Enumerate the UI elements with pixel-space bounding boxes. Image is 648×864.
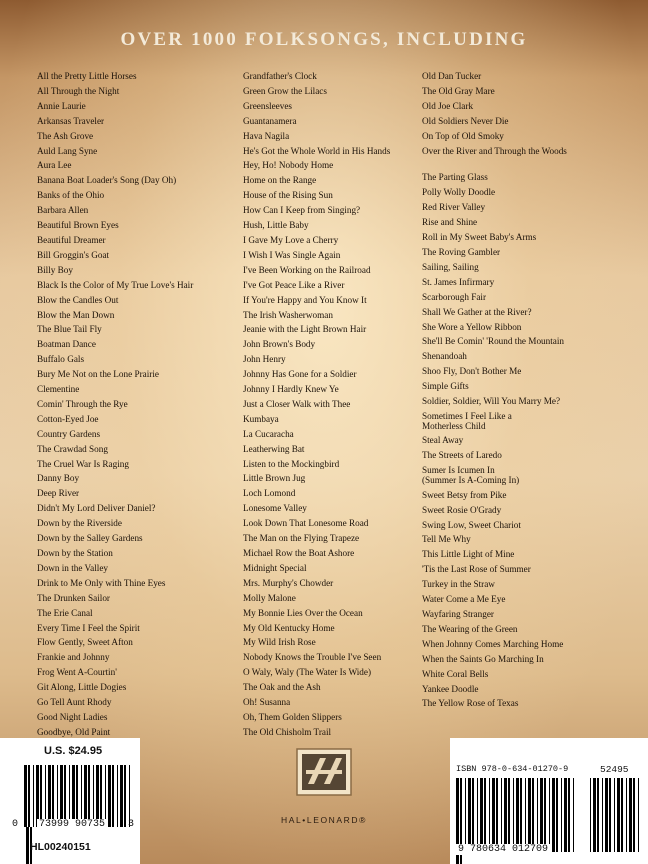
song-title: Little Brown Jug [243,473,306,484]
song-title: Blow the Man Down [37,309,115,320]
price-text: U.S. $24.95 [44,745,103,757]
song-title: Comin' Through the Rye [37,398,128,409]
song-title: I Wish I Was Single Again [243,249,341,260]
song-title: Listen to the Mockingbird [243,458,340,469]
ean-barcode [456,778,576,852]
song-title: Billy Boy [37,264,73,275]
song-title: Sweet Rosie O'Grady [422,504,502,515]
song-title: Didn't My Lord Deliver Daniel? [37,503,156,514]
song-title: The Old Gray Mare [422,85,495,96]
song-title: Steal Away [422,435,464,446]
song-title: Sumer Is Icumen In (Summer Is A-Coming In) [422,465,520,485]
hal-leonard-logo-icon [296,748,352,796]
song-title: The Cruel War Is Raging [37,458,129,469]
song-column-2 [243,69,390,740]
song-title: Frankie and Johnny [37,652,110,663]
song-title: Down in the Valley [37,562,109,573]
song-title: My Old Kentucky Home [243,622,335,633]
song-title: John Henry [243,354,286,365]
song-title: Auld Lang Syne [37,145,98,156]
song-column-3 [422,69,567,711]
song-title: Black Is the Color of My True Love's Hair [37,279,194,290]
song-title: On Top of Old Smoky [422,130,504,141]
song-title: The Ash Grove [37,130,94,141]
song-title: Git Along, Little Dogies [37,682,127,693]
song-title: Sometimes I Feel Like a Motherless Child [422,410,512,431]
upc-middle-digits: 73999 90735 [39,819,106,830]
ean-digits: 9 780634 012709 [458,844,549,855]
song-title: Bill Groggin's Goat [37,249,110,260]
song-title: Hey, Ho! Nobody Home [243,160,334,171]
song-title: Barbara Allen [37,205,89,216]
song-title: Mrs. Murphy's Chowder [243,577,334,588]
song-title: John Brown's Body [243,339,316,350]
song-title: Over the River and Through the Woods [422,145,567,156]
song-title: Buffalo Gals [37,354,85,365]
song-title: Home on the Range [243,175,317,186]
song-title: Scarborough Fair [422,291,487,302]
song-title: Lonesome Valley [243,503,307,514]
song-title: O Waly, Waly (The Water Is Wide) [243,667,372,678]
song-title: The Yellow Rose of Texas [422,698,519,709]
song-title: Guantanamera [243,115,297,126]
song-title: All Through the Night [37,85,120,96]
song-title: Beautiful Dreamer [37,234,106,245]
song-title: My Wild Irish Rose [243,637,316,648]
song-title: Simple Gifts [422,381,469,392]
song-title: I Gave My Love a Cherry [243,234,339,245]
song-title: He's Got the Whole World in His Hands [243,145,391,156]
song-title: Goodbye, Old Paint [37,726,111,737]
addon-barcode [590,778,640,852]
song-title: Blow the Candles Out [37,294,119,305]
song-title: La Cucaracha [243,428,294,439]
song-title: Yankee Doodle [422,683,479,694]
song-title: Nobody Knows the Trouble I've Seen [243,652,382,663]
song-title: Swing Low, Sweet Chariot [422,519,521,530]
song-title: Good Night Ladies [37,711,108,722]
song-title: Look Down That Lonesome Road [243,518,369,529]
song-title: Tell Me Why [422,534,471,545]
item-code: HL00240151 [30,841,91,853]
song-title: All the Pretty Little Horses [37,71,137,81]
song-title: White Coral Bells [422,668,489,679]
song-title: Banks of the Ohio [37,190,105,201]
song-title: Aura Lee [37,160,72,171]
song-title: The Old Chisholm Trail [243,726,332,737]
song-title: Old Soldiers Never Die [422,115,509,126]
song-title: Frog Went A-Courtin' [37,667,117,678]
song-title: Turkey in the Straw [422,579,495,590]
song-title: Hava Nagila [243,130,290,141]
song-title: Drink to Me Only with Thine Eyes [37,577,166,588]
song-title: Deep River [37,488,80,499]
song-title: Danny Boy [37,473,80,484]
song-title: The Roving Gambler [422,246,501,257]
song-title: The Man on the Flying Trapeze [243,533,360,544]
song-title: Shall We Gather at the River? [422,306,532,317]
song-title: 'Tis the Last Rose of Summer [422,564,531,575]
song-title: Rise and Shine [422,217,478,228]
publisher-name: HAL•LEONARD® [280,815,368,825]
song-title: Down by the Salley Gardens [37,533,143,544]
song-title: Every Time I Feel the Spirit [37,622,140,633]
song-title: The Streets of Laredo [422,450,502,461]
song-title: Oh! Susanna [243,697,291,708]
song-title: Beautiful Brown Eyes [37,220,119,231]
song-title: I've Been Working on the Railroad [243,264,371,275]
price-label [0,738,140,864]
song-title: Old Joe Clark [422,100,474,111]
song-title: The Blue Tail Fly [37,324,102,335]
song-title: How Can I Keep from Singing? [243,205,361,216]
song-title: Kumbaya [243,413,279,424]
song-title: Red River Valley [422,202,486,213]
song-title: Down by the Station [37,548,113,558]
song-title: The Crawdad Song [37,443,108,454]
song-title: Jeanie with the Light Brown Hair [243,324,367,335]
song-title: The Oak and the Ash [243,682,321,693]
song-title: If You're Happy and You Know It [243,294,367,305]
cover-heading: OVER 1000 FOLKSONGS, INCLUDING [120,29,528,50]
song-title: When Johnny Comes Marching Home [422,638,564,649]
upc-barcode [24,765,130,827]
song-title: Country Gardens [37,428,101,439]
song-title: Sailing, Sailing [422,261,479,272]
song-title: The Irish Washerwoman [243,309,333,320]
song-title: Bury Me Not on the Lone Prairie [37,369,159,380]
song-title: Soldier, Soldier, Will You Marry Me? [422,396,561,407]
song-title: Clementine [37,384,80,395]
song-title: Wayfaring Stranger [422,608,494,619]
song-title: Molly Malone [243,592,296,603]
song-title: Cotton-Eyed Joe [37,413,99,424]
song-title: St. James Infirmary [422,276,495,287]
song-title: Green Grow the Lilacs [243,85,327,96]
song-title: Michael Row the Boat Ashore [243,548,355,558]
isbn-text: ISBN 978-0-634-01270-9 [456,764,569,774]
song-title: The Drunken Sailor [37,592,110,603]
song-title: Roll in My Sweet Baby's Arms [422,232,537,243]
song-title: Midnight Special [243,562,307,573]
song-title: Leatherwing Bat [243,443,305,454]
song-title: The Parting Glass [422,172,488,183]
song-title: Oh, Them Golden Slippers [243,711,342,722]
song-title: Greensleeves [243,100,292,111]
song-column-1 [37,69,193,740]
song-title: Go Tell Aunt Rhody [37,697,112,708]
song-title: Shoo Fly, Don't Bother Me [422,366,522,377]
addon-digits: 52495 [600,764,629,775]
song-title: My Bonnie Lies Over the Ocean [243,607,363,618]
song-title: Down by the Riverside [37,518,122,529]
song-title: Boatman Dance [37,339,96,350]
song-title: Old Dan Tucker [422,71,482,81]
song-title: This Little Light of Mine [422,549,515,560]
isbn-label [450,738,648,864]
song-title: Annie Laurie [37,100,86,111]
song-title: She'll Be Comin' 'Round the Mountain [422,336,565,347]
song-title: I've Got Peace Like a River [243,279,345,290]
song-title: Just a Closer Walk with Thee [243,398,351,409]
song-title: Loch Lomond [243,488,296,499]
song-title: She Wore a Yellow Ribbon [422,321,522,332]
song-title: The Wearing of the Green [422,623,518,634]
song-title: Hush, Little Baby [243,220,309,231]
song-title: Grandfather's Clock [243,71,317,81]
song-title: Johnny Has Gone for a Soldier [243,369,357,380]
upc-right-digit: 3 [128,819,135,830]
song-title: Sweet Betsy from Pike [422,489,507,500]
song-title: Arkansas Traveler [37,115,105,126]
upc-left-digit: 0 [12,819,19,830]
song-title: The Erie Canal [37,607,93,618]
song-title: Water Come a Me Eye [422,594,506,605]
song-title: Banana Boat Loader's Song (Day Oh) [37,175,177,186]
song-title: When the Saints Go Marching In [422,653,544,664]
song-title: Johnny I Hardly Knew Ye [243,384,339,395]
song-title: Flow Gently, Sweet Afton [37,637,133,648]
song-title: House of the Rising Sun [243,190,333,201]
song-title: Polly Wolly Doodle [422,187,496,198]
song-title: Shenandoah [422,351,467,362]
